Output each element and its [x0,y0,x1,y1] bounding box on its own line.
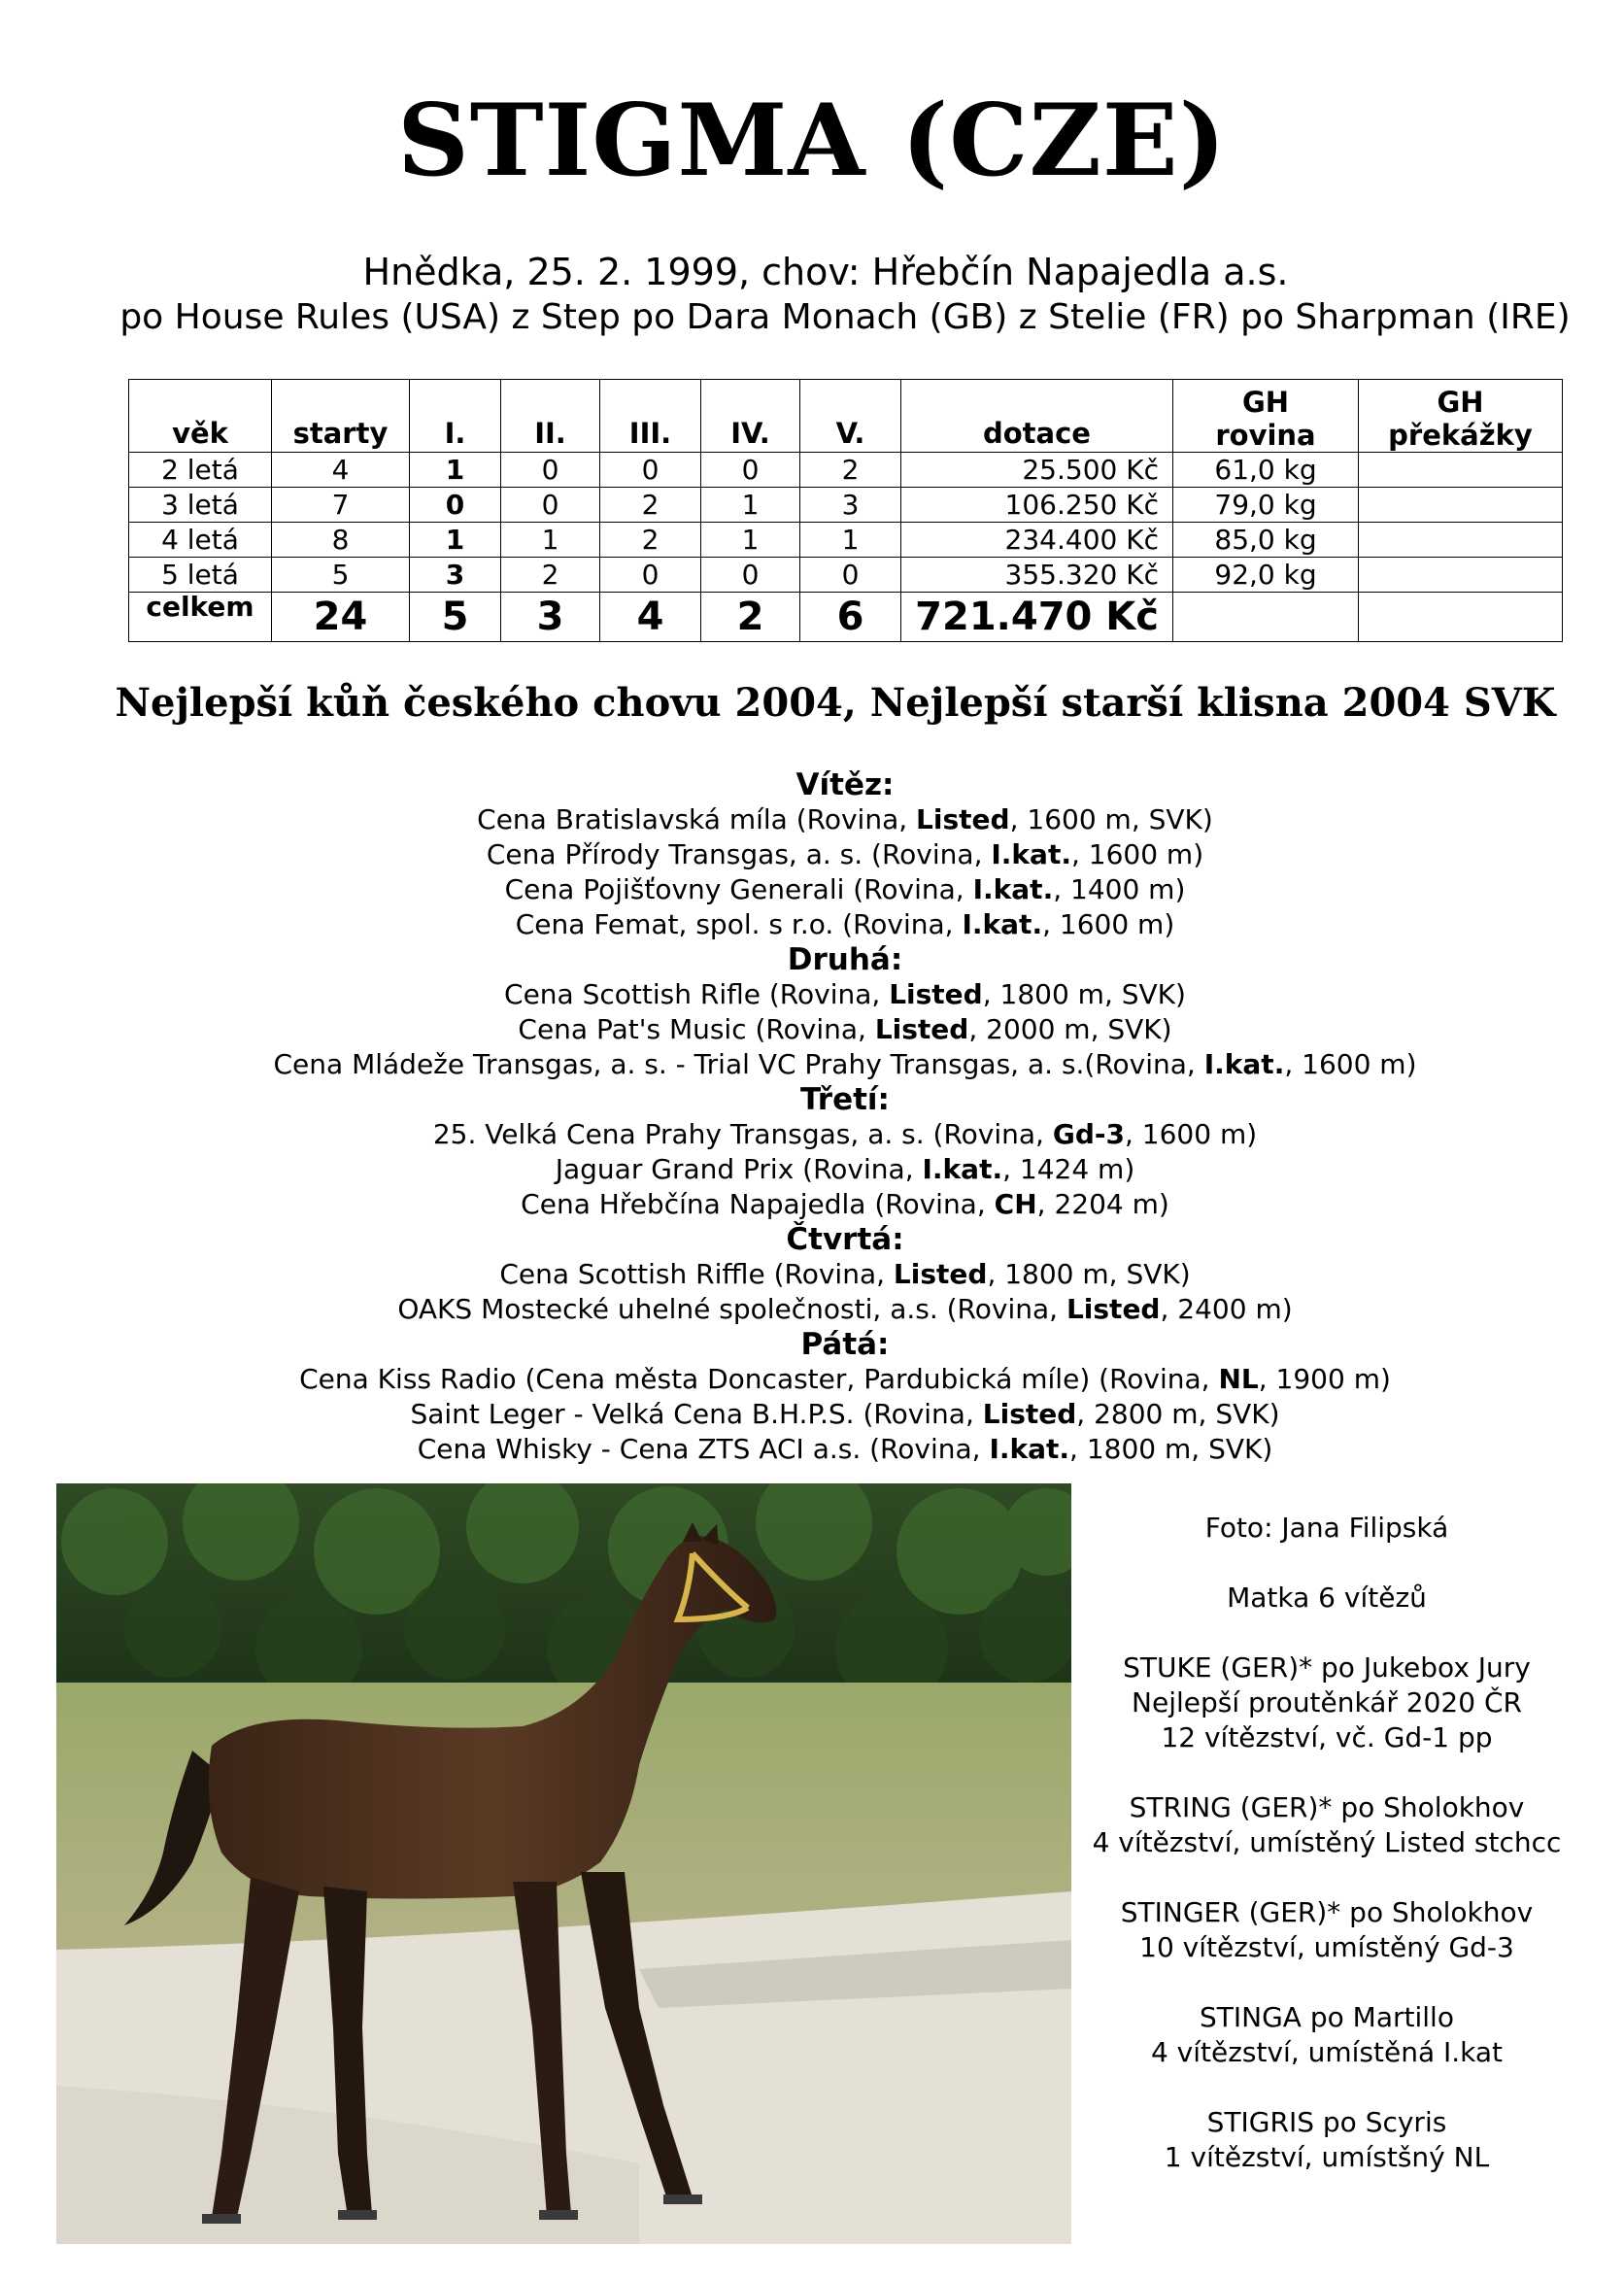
column-header: II. [501,380,600,453]
offspring-list [1059,1650,1595,2175]
race-name: Cena Scottish Riffle (Rovina, [499,1258,894,1290]
table-row [129,453,1563,488]
cell-total-label: celkem [129,593,272,642]
cell-total-gh-jump [1359,593,1563,642]
cell-gh-jump [1359,488,1563,523]
offspring-entry [1059,2105,1595,2175]
offspring-name: STRING (GER)* po Sholokhov [1129,1791,1525,1823]
cell-first: 0 [410,488,501,523]
cell-gh-flat: 85,0 kg [1173,523,1359,558]
cell-total-third: 4 [600,593,701,642]
race-details: , 1900 m) [1258,1363,1391,1395]
race-details: , 2800 m, SVK) [1076,1398,1280,1430]
offspring-record: 4 vítězství, umístěný Listed stchcc [1092,1826,1562,1858]
placement-heading: Pátá: [800,1327,890,1362]
cell-total-prize: 721.470 Kč [901,593,1173,642]
horse-photo [56,1483,1071,2244]
column-header: dotace [901,380,1173,453]
horse-info: Hnědka, 25. 2. 1999, chov: Hřebčín Napajedla a.s. [362,251,1289,293]
race-grade: I.kat. [962,908,1043,940]
cell-second: 1 [501,523,600,558]
race-name: OAKS Mostecké uhelné společnosti, a.s. (Rovina, [397,1293,1066,1325]
race-grade: I.kat. [972,873,1054,905]
offspring-entry [1059,2000,1595,2070]
race-grade: Listed [1066,1293,1161,1325]
race-name: Jaguar Grand Prix (Rovina, [555,1153,923,1185]
race-entry [0,1152,1624,1187]
cell-gh-jump [1359,523,1563,558]
cell-total-fifth: 6 [800,593,901,642]
race-grade: I.kat. [991,838,1071,870]
cell-fourth: 1 [701,488,800,523]
race-grade: Listed [916,803,1010,835]
dam-info [1059,1511,1595,2175]
cell-third: 2 [600,523,701,558]
offspring-record: 12 vítězství, vč. Gd-1 pp [1161,1721,1493,1753]
dam-title: Matka 6 vítězů [1227,1582,1427,1614]
race-grade: Listed [982,1398,1077,1430]
cell-prize: 355.320 Kč [901,558,1173,593]
race-entry [0,1117,1624,1152]
race-grade: I.kat. [989,1433,1070,1465]
race-entry [0,1012,1624,1047]
cell-third: 0 [600,558,701,593]
cell-prize: 106.250 Kč [901,488,1173,523]
race-entry [0,1432,1624,1467]
cell-age: 2 letá [129,453,272,488]
race-entry [0,1397,1624,1432]
cell-fifth: 2 [800,453,901,488]
cell-age: 3 letá [129,488,272,523]
cell-age: 4 letá [129,523,272,558]
column-header: III. [600,380,701,453]
race-details: , 1800 m, SVK) [987,1258,1191,1290]
race-name: 25. Velká Cena Prahy Transgas, a. s. (Rovina, [432,1118,1053,1150]
race-entry [0,1047,1624,1082]
cell-fourth: 1 [701,523,800,558]
offspring-entry [1059,1895,1595,1965]
race-details: , 1600 m, SVK) [1009,803,1213,835]
cell-fifth: 3 [800,488,901,523]
offspring-name: STIGRIS po Scyris [1206,2106,1447,2138]
cell-age: 5 letá [129,558,272,593]
cell-second: 0 [501,488,600,523]
cell-second: 2 [501,558,600,593]
column-header: I. [410,380,501,453]
race-stats-table [128,379,1563,642]
page-title: STIGMA (CZE) [397,83,1227,199]
cell-starts: 5 [272,558,410,593]
column-header: GH překážky [1359,380,1563,453]
race-name: Cena Kiss Radio (Cena města Doncaster, Pardubická míle) (Rovina, [299,1363,1219,1395]
cell-first: 3 [410,558,501,593]
race-entry [0,837,1624,872]
offspring-name: STINGA po Martillo [1200,2001,1454,2033]
cell-fourth: 0 [701,558,800,593]
race-grade: Listed [893,1258,988,1290]
race-name: Cena Pojišťovny Generali (Rovina, [504,873,973,905]
placement-heading: Čtvrtá: [786,1222,904,1257]
race-name: Cena Mládeže Transgas, a. s. - Trial VC Prahy Transgas, a. s.(Rovina, [273,1048,1204,1080]
cell-total-first: 5 [410,593,501,642]
race-entry [0,1257,1624,1292]
photo-credit: Foto: Jana Filipská [1204,1512,1449,1544]
placement-heading: Třetí: [800,1082,890,1117]
race-name: Cena Whisky - Cena ZTS ACI a.s. (Rovina, [417,1433,990,1465]
offspring-entry [1059,1790,1595,1860]
race-name: Cena Bratislavská míla (Rovina, [477,803,917,835]
race-details: , 1800 m, SVK) [1069,1433,1273,1465]
race-entry [0,802,1624,837]
race-name: Cena Scottish Rifle (Rovina, [504,978,890,1010]
cell-starts: 7 [272,488,410,523]
race-entry [0,1362,1624,1397]
column-header: GH rovina [1173,380,1359,453]
race-name: Cena Pat's Music (Rovina, [518,1013,875,1045]
cell-fourth: 0 [701,453,800,488]
table-row [129,523,1563,558]
race-grade: I.kat. [1203,1048,1285,1080]
placement-heading: Druhá: [787,942,903,977]
race-details: , 2400 m) [1160,1293,1293,1325]
race-details: , 1600 m) [1125,1118,1258,1150]
offspring-record: Nejlepší proutěnkář 2020 ČR [1132,1686,1522,1719]
race-details: , 1600 m) [1070,838,1204,870]
race-name: Cena Hřebčína Napajedla (Rovina, [521,1188,995,1220]
race-name: Cena Femat, spol. s r.o. (Rovina, [515,908,963,940]
cell-gh-flat: 79,0 kg [1173,488,1359,523]
race-entry [0,1187,1624,1222]
race-details: , 1800 m, SVK) [982,978,1186,1010]
cell-starts: 4 [272,453,410,488]
cell-gh-jump [1359,453,1563,488]
race-entry [0,907,1624,942]
race-grade: I.kat. [922,1153,1003,1185]
column-header: starty [272,380,410,453]
race-details: , 1600 m) [1284,1048,1417,1080]
race-details: , 1600 m) [1042,908,1175,940]
cell-first: 1 [410,523,501,558]
cell-third: 2 [600,488,701,523]
cell-gh-jump [1359,558,1563,593]
table-row [129,558,1563,593]
race-details: , 1400 m) [1053,873,1186,905]
cell-total-gh-flat [1173,593,1359,642]
race-entry [0,1292,1624,1327]
cell-fifth: 0 [800,558,901,593]
race-entry [0,872,1624,907]
offspring-name: STUKE (GER)* po Jukebox Jury [1123,1651,1531,1684]
race-grade: Listed [889,978,983,1010]
awards-headline: Nejlepší kůň českého chovu 2004, Nejlepší starší klisna 2004 SVK [115,680,1556,726]
placement-heading: Vítěz: [795,767,895,802]
race-entry [0,977,1624,1012]
cell-total-starts: 24 [272,593,410,642]
race-details: , 1424 m) [1002,1153,1135,1185]
offspring-record: 1 vítězství, umístšný NL [1164,2141,1490,2173]
column-header: věk [129,380,272,453]
pedigree-line: po House Rules (USA) z Step po Dara Monach (GB) z Stelie (FR) po Sharpman (IRE) [119,297,1571,337]
cell-total-fourth: 2 [701,593,800,642]
table-header-row [129,380,1563,453]
race-results [0,767,1624,1467]
table-row [129,488,1563,523]
race-name: Cena Přírody Transgas, a. s. (Rovina, [486,838,992,870]
race-details: , 2204 m) [1036,1188,1169,1220]
cell-third: 0 [600,453,701,488]
race-grade: CH [994,1188,1037,1220]
column-header: IV. [701,380,800,453]
offspring-record: 4 vítězství, umístěná I.kat [1150,2036,1504,2068]
table-total-row [129,593,1563,642]
race-name: Saint Leger - Velká Cena B.H.P.S. (Rovina, [410,1398,983,1430]
race-grade: Gd-3 [1052,1118,1125,1150]
offspring-record: 10 vítězství, umístěný Gd-3 [1139,1931,1514,1963]
cell-starts: 8 [272,523,410,558]
cell-prize: 234.400 Kč [901,523,1173,558]
column-header: V. [800,380,901,453]
cell-first: 1 [410,453,501,488]
offspring-entry [1059,1650,1595,1755]
cell-fifth: 1 [800,523,901,558]
cell-prize: 25.500 Kč [901,453,1173,488]
cell-total-second: 3 [501,593,600,642]
race-grade: Listed [874,1013,969,1045]
cell-gh-flat: 61,0 kg [1173,453,1359,488]
race-details: , 2000 m, SVK) [968,1013,1172,1045]
cell-second: 0 [501,453,600,488]
race-grade: NL [1218,1363,1259,1395]
cell-gh-flat: 92,0 kg [1173,558,1359,593]
offspring-name: STINGER (GER)* po Sholokhov [1120,1896,1534,1928]
